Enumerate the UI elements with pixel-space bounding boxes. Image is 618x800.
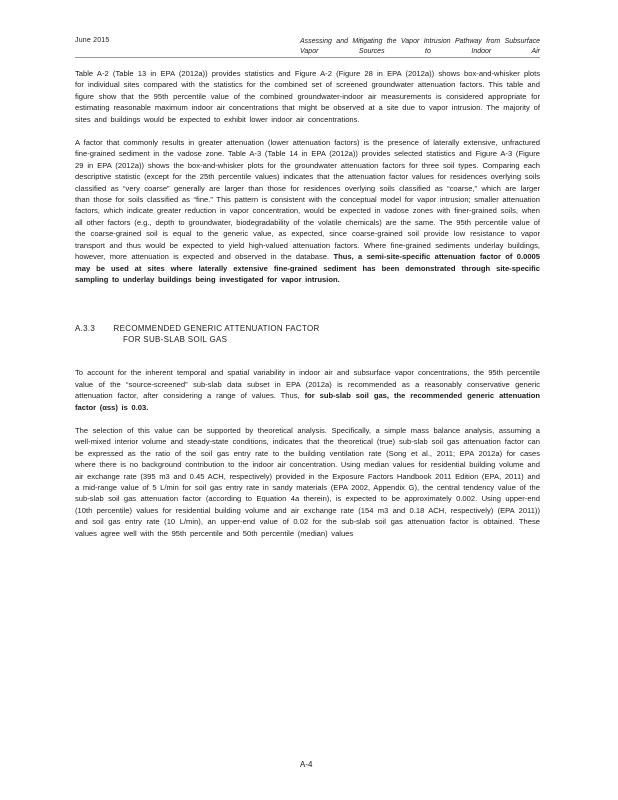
paragraph-text: A factor that commonly results in greater attenuation (lower attenuation factors) is the presence of laterally extensive, unfractured fine-grained sediment in the vadose zone. Table A-3 (Table 14 in EPA (2012a)) provides selected statistics and Figure A-3 (Figure 29 in EPA (2012a)) shows the box-and-whisker plots for the groundwater attenuation factors for three soil types. Comparing each descriptive statistic (except for the 25th percentile values) indicates that the attenuation factor values for residences overlying soils classified as “very coarse” generally are larger than those for residences overlying soils classified as “coarse,” which are larger than those for soils classified as “fine.” This pattern is consistent with the conceptual model for vapor intrusion; smaller attenuation factors, which indicate greater reduction in vapor concentration, would be expected in vadose zones with finer-grained soils, when all other factors (e.g., depth to groundwater, biodegradability of the volatile chemicals) are the same. The 95th percentile value of the coarse-grained soil is equal to the generic value, as expected, since coarse-grained soil provide low resistance to vapor transport and thus would be expected to yield high-valued attenuation factors. Where fine-grained sediments underlay buildings, however, more attenuation is expected and observed in the database. (75, 138, 540, 262)
paragraph-bold-conclusion: Thus, a semi-site-specific attenuation factor of 0.0005 may be used at sites where laterally extensive fine-grained sediment has been demonstrated through site-specific sampling to underlay buildings being investigated for vapor intrusion. (75, 252, 540, 284)
section-heading (75, 323, 540, 345)
paragraph-theoretical-analysis: The selection of this value can be supported by theoretical analysis. Specifically, a simple mass balance analysis, assuming a well-mixed interior volume and steady-state conditions, indicates that the theoretical (true) sub-slab soil gas attenuation factor can be expressed as the ratio of the soil gas entry rate to the building ventilation rate (Song et al., 2011; EPA 2012a) for cases where there is no background contribution to the indoor air concentration. Using median values for residential building volume and air exchange rate (395 m3 and 0.45 ACH, respectively) provided in the Exposure Factors Handbook 2011 Edition (EPA, 2011) and a mid-range value of 5 L/min for soil gas entry rate in sandy materials (EPA 2002, Appendix G), the central tendency value of the sub-slab soil gas attenuation factor (according to Equation 4a therein), is expected to be approximately 0.002. Using upper-end (10th percentile) values for residential building volume and air exchange rate (154 m3 and 0.18 ACH, respectively) (EPA 2011)) and soil gas entry rate (10 L/min), an upper-end value of 0.02 for the sub-slab soil gas attenuation factor is obtained. These values agree well with the 95th percentile and 50th percentile (median) values (75, 425, 540, 538)
paragraph-recommended-factor (75, 367, 540, 413)
section-number: A.3.3 (75, 324, 96, 334)
paragraph-text: To account for the inherent temporal and spatial variability in indoor air and subsurface vapor concentrations, the 95th percentile value of the “source-screened” sub-slab data subset in EPA (2012a) is recommended as a reasonably conservative generic attenuation factor, after considering a range of values. Thus, (75, 368, 540, 401)
header-date: June 2015 (75, 37, 110, 44)
section-title-line-1: RECOMMENDED GENERIC ATTENUATION FACTOR (113, 324, 320, 334)
paragraph-attenuation-factor (75, 137, 540, 285)
paragraph-bold-factor-value: attenuation factor (αss) is 0.03. (75, 391, 540, 412)
section-title-line-2: FOR SUB-SLAB SOIL GAS (123, 335, 228, 345)
header-running-title: Assessing and Mitigating the Vapor Intrusion Pathway from Subsurface Vapor Sources to Indoor Air (300, 38, 540, 55)
page-body (75, 68, 540, 551)
page-number: A-4 (300, 760, 313, 769)
paragraph-table-a2: Table A-2 (Table 13 in EPA (2012a)) provides statistics and Figure A-2 (Figure 28 in EPA (2012a)) shows box-and-whisker plots for individual sites compared with the statistics for the combined set of screened groundwater attenuation factors. This table and figure show that the 95th percentile value of the combined groundwater-indoor air measurements is considered appropriate for estimating reasonable maximum indoor air concentrations that might be observed at a site due to vapor intrusion. The majority of sites and buildings would be expected to exhibit lower indoor air concentrations. (75, 69, 540, 124)
header-rule (75, 57, 540, 58)
paragraph-bold-recommendation: for sub-slab soil gas, the recommended generic (304, 391, 495, 401)
